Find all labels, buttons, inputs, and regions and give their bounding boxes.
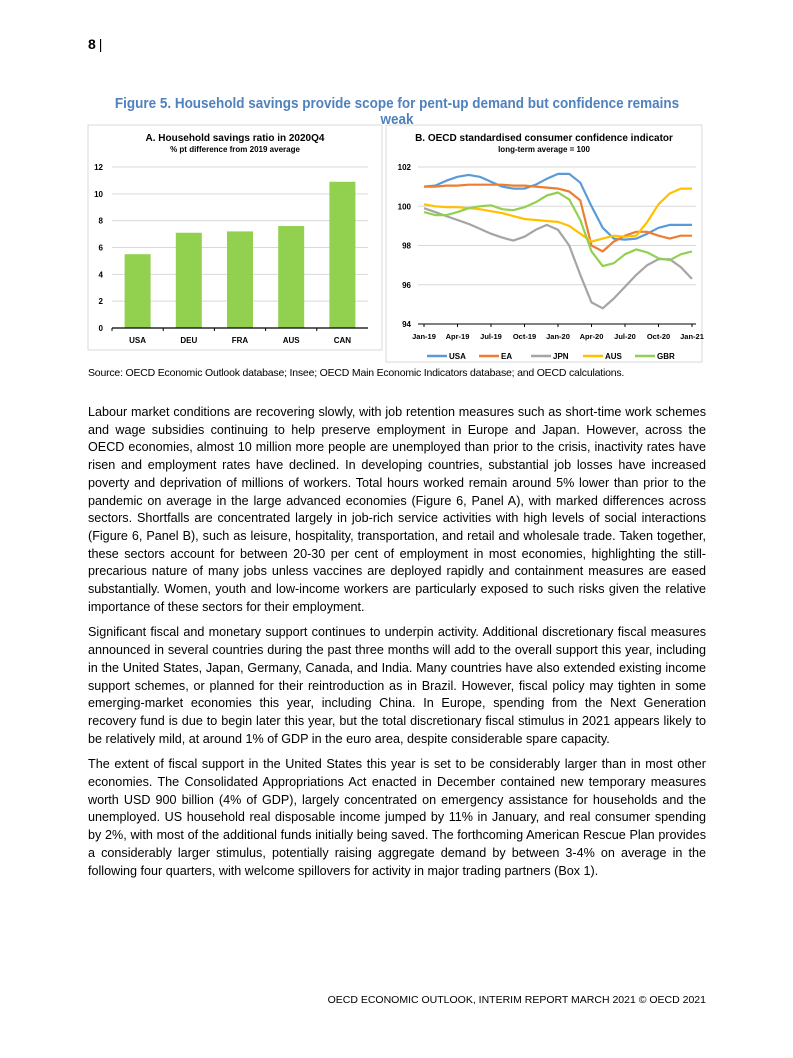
- x-tick-label: Jul-20: [614, 332, 636, 341]
- legend-label: AUS: [605, 352, 622, 361]
- y-tick-label: 100: [397, 202, 411, 212]
- y-tick-label: 98: [402, 241, 411, 251]
- figure-source: Source: OECD Economic Outlook database; Insee; OECD Main Economic Indicators database; and OECD calculations.: [88, 367, 625, 379]
- page-number-value: 8: [88, 36, 96, 52]
- x-tick-label: Jul-19: [480, 332, 502, 341]
- y-tick-label: 8: [98, 216, 103, 226]
- y-tick-label: 10: [94, 189, 103, 199]
- x-tick-label: DEU: [180, 336, 198, 345]
- paragraph: The extent of fiscal support in the United States this year is set to be considerably larger than in most other economies. The Consolidated Appropriations Act enacted in December contained new temporary measures worth USD 900 billion (4% of GDP), largely concentrated on emergency assistance for households and the unemployed. US household real disposable income jumped by 11% in January, and real consumer spending by 2%, with most of the additional funds initially being saved. The forthcoming American Rescue Plan provides a considerably larger stimulus, potentially raising aggregate demand by between 3-4% on average in the following four quarters, with welcome spillovers for activity in major trading partners (Box 1).: [88, 757, 706, 878]
- y-tick-label: 4: [98, 270, 103, 280]
- bar-aus: [278, 226, 304, 328]
- panel-b-title: B. OECD standardised consumer confidence indicator: [415, 133, 673, 144]
- y-tick-label: 102: [397, 163, 411, 172]
- page-footer: OECD ECONOMIC OUTLOOK, INTERIM REPORT MARCH 2021 © OECD 2021: [327, 994, 706, 1006]
- x-tick-label: Jan-19: [412, 332, 436, 341]
- y-tick-label: 6: [98, 243, 103, 253]
- legend-label: EA: [501, 352, 513, 361]
- x-tick-label: AUS: [282, 336, 300, 345]
- y-tick-label: 2: [98, 297, 103, 307]
- bar-fra: [227, 231, 253, 328]
- legend-label: GBR: [657, 352, 675, 361]
- x-tick-label: CAN: [333, 336, 352, 345]
- paragraph: Labour market conditions are recovering slowly, with job retention measures such as short-time work schemes and wage subsidies continuing to help preserve employment in Europe and Japan. However, across the OECD economies, almost 10 million more people are unemployed than prior to the crisis, inactivity rates have risen and employment rates have declined. In developing countries, substantial job losses have increased poverty and deprivation of millions of workers. Total hours worked remain around 5% lower than prior to the pandemic on average in the large advanced economies (Figure 6, Panel A), with marked differences across sectors. Shortfalls are concentrated largely in job-rich service activities with high levels of social interactions (Figure 6, Panel B), such as leisure, hospitality, transportation, and retail and wholesale trade. Taken together, these sectors account for between 20-30 per cent of employment in most economies, highlighting the still-precarious nature of many jobs unless vaccines are deployed rapidly and containment measures are eased substantially. Women, youth and low-income workers are particularly exposed to such risks given the relative importance of these sectors for their employment.: [88, 405, 706, 614]
- bar-deu: [176, 233, 202, 328]
- x-tick-label: Oct-20: [646, 332, 671, 341]
- y-tick-label: 12: [94, 163, 103, 172]
- panel-b-subtitle: long-term average = 100: [498, 145, 590, 154]
- figure-title: Figure 5. Household savings provide scope for pent-up demand but confidence remains weak: [114, 96, 680, 128]
- x-tick-label: FRA: [231, 336, 249, 345]
- figure-charts: [0, 0, 793, 370]
- panel-b-frame: [386, 125, 702, 362]
- x-tick-label: Jan-21: [680, 332, 704, 341]
- x-tick-label: USA: [129, 336, 147, 345]
- panel-a-subtitle: % pt difference from 2019 average: [170, 145, 300, 154]
- page-separator: |: [98, 36, 103, 52]
- x-tick-label: Apr-20: [579, 332, 604, 341]
- bar-usa: [125, 254, 151, 328]
- x-tick-label: Oct-19: [512, 332, 537, 341]
- paragraph: Significant fiscal and monetary support continues to underpin activity. Additional discretionary fiscal measures announced in several countries during the past three months will add to the overall support this year, including in the United States, Japan, Germany, Canada, and India. Many countries have also extended existing income support schemes, or planned for their reintroduction as in Brazil. However, fiscal policy may tighten in some emerging-market economies this year, including China. In Europe, spending from the Next Generation recovery fund is due to begin later this year, but the total discretionary fiscal stimulus in 2021 appears likely to be relatively mild, at around 1% of GDP in the euro area, despite considerable spare capacity.: [88, 625, 706, 746]
- x-tick-label: Jan-20: [546, 332, 570, 341]
- body-text: [88, 404, 706, 888]
- panel-a-title: A. Household savings ratio in 2020Q4: [145, 133, 325, 144]
- legend-label: USA: [449, 352, 466, 361]
- series-line-jpn: [424, 208, 692, 308]
- y-tick-label: 96: [402, 280, 411, 290]
- legend-label: JPN: [553, 352, 569, 361]
- bar-can: [329, 182, 355, 328]
- y-tick-label: 94: [402, 320, 411, 329]
- y-tick-label: 0: [98, 324, 103, 333]
- series-line-ea: [424, 185, 692, 252]
- x-tick-label: Apr-19: [445, 332, 470, 341]
